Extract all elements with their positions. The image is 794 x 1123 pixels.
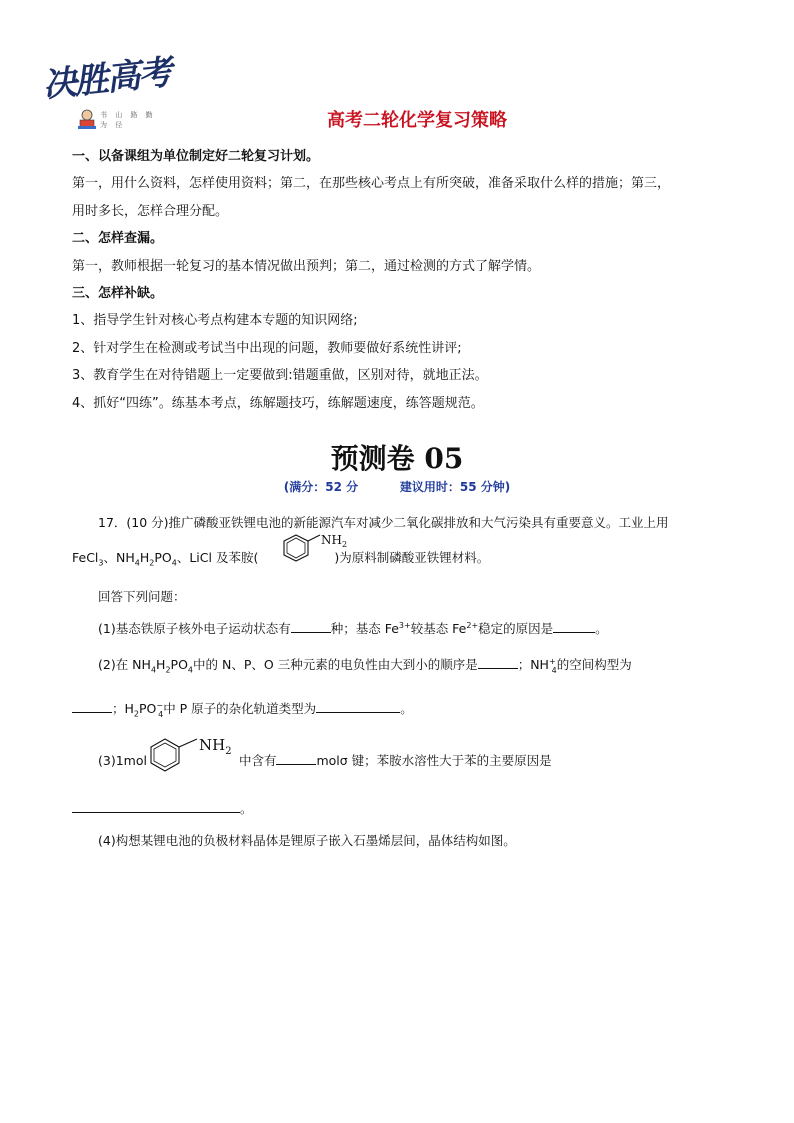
answer-blank[interactable] xyxy=(553,620,595,633)
section1-line1: 第一，用什么资料，怎样使用资料；第二，在那些核心考点上有所突破，准备采取什么样的措施；第三， xyxy=(72,176,671,191)
q17-prompt: 回答下列问题： xyxy=(98,589,186,604)
exam-subtitle xyxy=(0,478,794,495)
answer-blank[interactable] xyxy=(316,700,400,713)
aniline-structure-1 xyxy=(270,533,350,573)
answer-blank[interactable] xyxy=(72,800,240,813)
q17-part1: (1)基态铁原子核外电子运动状态有 种；基态 $Fe^{3+}$较基态 $Fe^{2+}$稳定的原因是 。 xyxy=(98,620,608,636)
section1-heading: 一、以备课组为单位制定好二轮复习计划。 xyxy=(72,149,320,164)
q17-part3-line1: (3)1mol 中含有 molσ 键；苯胺水溶性大于苯的主要原因是 xyxy=(98,753,552,768)
section3-heading: 三、怎样补缺。 xyxy=(72,286,164,301)
nh2-label: NH xyxy=(199,736,226,754)
suggested-time: 建议用时：55 分钟) xyxy=(399,480,511,494)
q17-part4: (4)构想某锂电池的负极材料晶体是锂原子嵌入石墨烯层间，晶体结构如图。 xyxy=(98,833,516,848)
section1-line2: 用时多长，怎样合理分配。 xyxy=(72,204,229,219)
q17-intro: 17．(10 分)推广磷酸亚铁锂电池的新能源汽车对减少二氧化碳排放和大气污染具有重要意义。工业上用 xyxy=(98,515,669,530)
strategy-title: 高考二轮化学复习策略 xyxy=(327,110,507,131)
svg-text:NH2: $NH_2$ xyxy=(199,736,232,757)
answer-blank[interactable] xyxy=(276,752,316,765)
section3-item2: 2、针对学生在检测或考试当中出现的问题，教师要做好系统性讲评; xyxy=(72,341,462,356)
answer-blank[interactable] xyxy=(291,620,331,633)
section3-item1: 1、指导学生针对核心考点构建本专题的知识网络; xyxy=(72,313,358,328)
section3-item3: 3、教育学生在对待错题上一定要做到:错题重做，区别对待，就地正法。 xyxy=(72,368,488,383)
section2-heading: 二、怎样查漏。 xyxy=(72,231,164,246)
logo-text: 决胜高考 xyxy=(40,52,173,106)
q17-part2-line1: (2)在 $NH_4H_2PO_4$中的 N、P、O 三种元素的电负性由大到小的顺序是 ；$NH^+_4$的空间构型为 xyxy=(98,656,632,675)
answer-blank[interactable] xyxy=(478,656,518,669)
nh2-label: NH xyxy=(321,533,342,547)
section3-item4: 4、抓好“四练”。练基本考点，练解题技巧，练解题速度，练答题规范。 xyxy=(72,396,484,411)
q17-part3-line2: 。 xyxy=(72,799,253,817)
section2-line1: 第一，教师根据一轮复习的基本情况做出预判；第二，通过检测的方式了解学情。 xyxy=(72,259,541,274)
q17-materials: FeCl$_3$、$NH_4H_2PO_4$、LiCl 及苯胺( )为原料制磷酸亚铁锂材料。 xyxy=(72,550,490,568)
exam-title: 预测卷 05 xyxy=(330,442,464,475)
full-score: (满分：52 分 xyxy=(283,480,359,494)
logo-slogan: 书 山 路 勤 为 径 xyxy=(100,111,156,129)
answer-blank[interactable] xyxy=(72,700,112,713)
aniline-structure-2 xyxy=(143,735,239,779)
q17-part2-line2: ；$H_2PO^-_4$中 P 原子的杂化轨道类型为 。 xyxy=(72,699,413,719)
svg-text:NH2: $NH_2$ xyxy=(321,533,348,549)
